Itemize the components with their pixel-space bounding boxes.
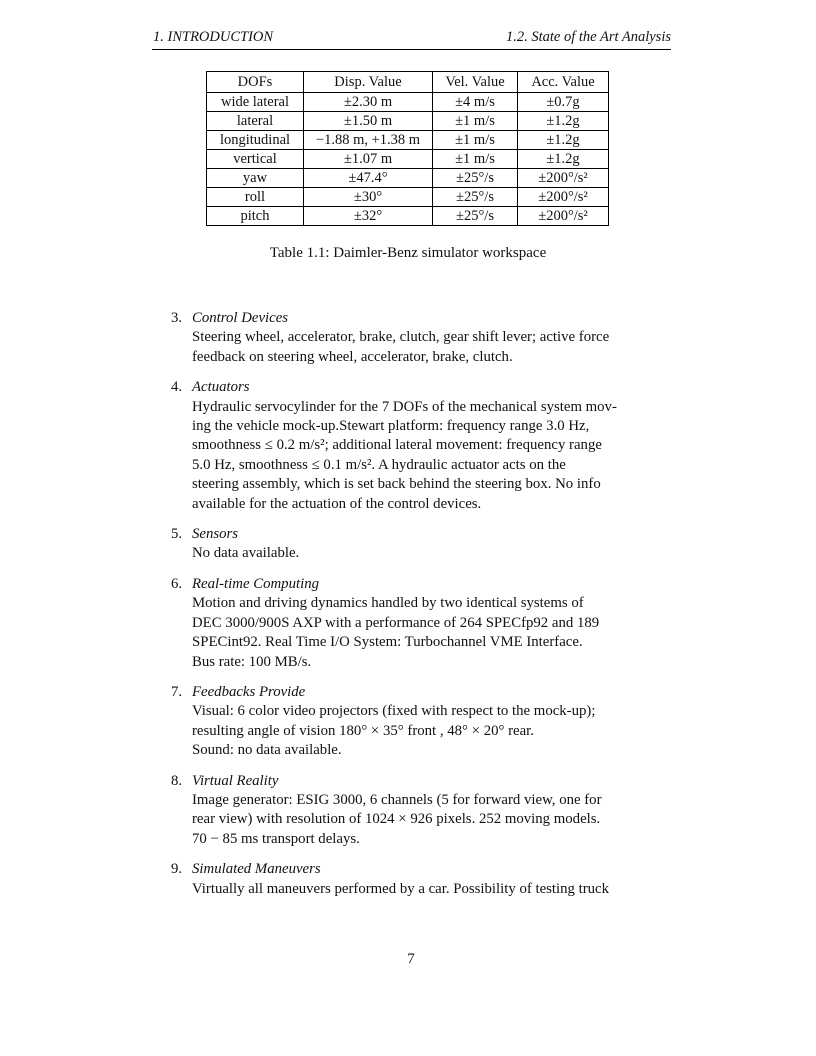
list-item — [171, 309, 671, 367]
item-line: No data available. — [192, 545, 300, 562]
item-number: 4. — [171, 379, 183, 396]
table-row — [207, 93, 609, 112]
table-caption: Table 1.1: Daimler-Benz simulator workspace — [269, 245, 547, 261]
item-line: resulting angle of vision 180° × 35° front , 48° × 20° rear. — [192, 722, 534, 739]
table-header-row — [207, 72, 609, 93]
item-title: Simulated Maneuvers — [192, 861, 321, 878]
item-line: smoothness ≤ 0.2 m/s²; additional lateral movement: frequency range — [192, 437, 602, 454]
table-cell: ±25°/s — [433, 207, 518, 226]
table-row — [207, 169, 609, 188]
list-item — [171, 772, 671, 850]
table-cell: ±1.2g — [518, 112, 609, 131]
table-cell: ±200°/s² — [518, 207, 609, 226]
item-body — [192, 880, 671, 899]
list-item — [171, 683, 671, 761]
table-cell: pitch — [207, 207, 304, 226]
item-title: Sensors — [192, 526, 239, 543]
table-cell: ±30° — [304, 188, 433, 207]
table-cell: yaw — [207, 169, 304, 188]
item-line: 70 − 85 ms transport delays. — [192, 830, 360, 847]
table-row — [207, 150, 609, 169]
item-number: 3. — [171, 310, 183, 326]
table-cell: lateral — [207, 112, 304, 131]
item-number: 5. — [171, 526, 183, 543]
chapter-header: 1. INTRODUCTION — [153, 29, 274, 45]
item-number: 9. — [171, 861, 183, 878]
table-header-cell: Acc. Value — [518, 72, 609, 93]
table-cell: ±1 m/s — [433, 112, 518, 131]
list-item — [171, 575, 671, 672]
table-cell: −1.88 m, +1.38 m — [304, 131, 433, 150]
table-cell: wide lateral — [207, 93, 304, 112]
item-title: Feedbacks Provide — [192, 683, 306, 700]
item-line: ing the vehicle mock-up.Stewart platform: frequency range 3.0 Hz, — [192, 418, 590, 435]
item-line: 5.0 Hz, smoothness ≤ 0.1 m/s². A hydraulic actuator acts on the — [192, 456, 566, 473]
table-header-cell: Disp. Value — [304, 72, 433, 93]
list-item — [171, 378, 671, 514]
table-row — [207, 207, 609, 226]
table-header-cell: Vel. Value — [433, 72, 518, 93]
table-cell: vertical — [207, 150, 304, 169]
item-title: Control Devices — [192, 310, 289, 326]
item-number: 6. — [171, 575, 183, 592]
item-number: 8. — [171, 772, 183, 789]
item-line: Sound: no data available. — [192, 742, 342, 759]
item-line: Image generator: ESIG 3000, 6 channels (5 for forward view, one for — [192, 791, 602, 808]
item-number: 7. — [171, 683, 183, 700]
table-cell: ±1 m/s — [433, 131, 518, 150]
item-body — [192, 544, 671, 563]
item-line: DEC 3000/900S AXP with a performance of 264 SPECfp92 and 189 — [192, 614, 600, 631]
table-row — [207, 188, 609, 207]
table-cell: ±32° — [304, 207, 433, 226]
table-header-cell: DOFs — [207, 72, 304, 93]
item-line: available for the actuation of the control devices. — [192, 495, 482, 512]
table-cell: ±25°/s — [433, 188, 518, 207]
table-cell: ±1.07 m — [304, 150, 433, 169]
running-header — [152, 29, 671, 50]
item-line: SPECint92. Real Time I/O System: Turbochannel VME Interface. — [192, 634, 583, 651]
item-body — [192, 702, 671, 760]
table-cell: ±0.7g — [518, 93, 609, 112]
table-cell: ±47.4° — [304, 169, 433, 188]
item-title: Actuators — [192, 379, 250, 396]
simulator-workspace-table — [206, 71, 609, 226]
item-line: Hydraulic servocylinder for the 7 DOFs of the mechanical system mov- — [192, 398, 617, 415]
table-cell: ±25°/s — [433, 169, 518, 188]
item-line: Motion and driving dynamics handled by two identical systems of — [192, 595, 584, 612]
table-cell: ±200°/s² — [518, 169, 609, 188]
table-cell: longitudinal — [207, 131, 304, 150]
table-cell: ±1.50 m — [304, 112, 433, 131]
item-title: Real-time Computing — [192, 575, 319, 592]
item-line: rear view) with resolution of 1024 × 926 pixels. 252 moving models. — [192, 811, 601, 828]
item-line: Steering wheel, accelerator, brake, clutch, gear shift lever; active force — [192, 329, 610, 346]
item-title: Virtual Reality — [192, 772, 279, 789]
item-line: steering assembly, which is set back behind the steering box. No info — [192, 476, 601, 493]
item-line: feedback on steering wheel, accelerator, brake, clutch. — [192, 348, 513, 365]
table-cell: roll — [207, 188, 304, 207]
section-header: 1.2. State of the Art Analysis — [505, 29, 671, 45]
table-cell: ±1 m/s — [433, 150, 518, 169]
item-line: Bus rate: 100 MB/s. — [192, 653, 312, 670]
table-row — [207, 112, 609, 131]
table-cell: ±4 m/s — [433, 93, 518, 112]
item-body — [192, 791, 671, 849]
list-item — [171, 525, 671, 564]
table-cell: ±1.2g — [518, 150, 609, 169]
numbered-list — [171, 309, 671, 910]
item-body — [192, 398, 671, 514]
list-item — [171, 860, 671, 899]
table-cell: ±200°/s² — [518, 188, 609, 207]
table-cell: ±1.2g — [518, 131, 609, 150]
item-body — [192, 328, 671, 367]
item-body — [192, 594, 671, 672]
table-cell: ±2.30 m — [304, 93, 433, 112]
item-line: Virtually all maneuvers performed by a car. Possibility of testing truck — [192, 880, 610, 897]
page-number: 7 — [407, 951, 415, 967]
table-row — [207, 131, 609, 150]
item-line: Visual: 6 color video projectors (fixed with respect to the mock-up); — [192, 703, 596, 720]
